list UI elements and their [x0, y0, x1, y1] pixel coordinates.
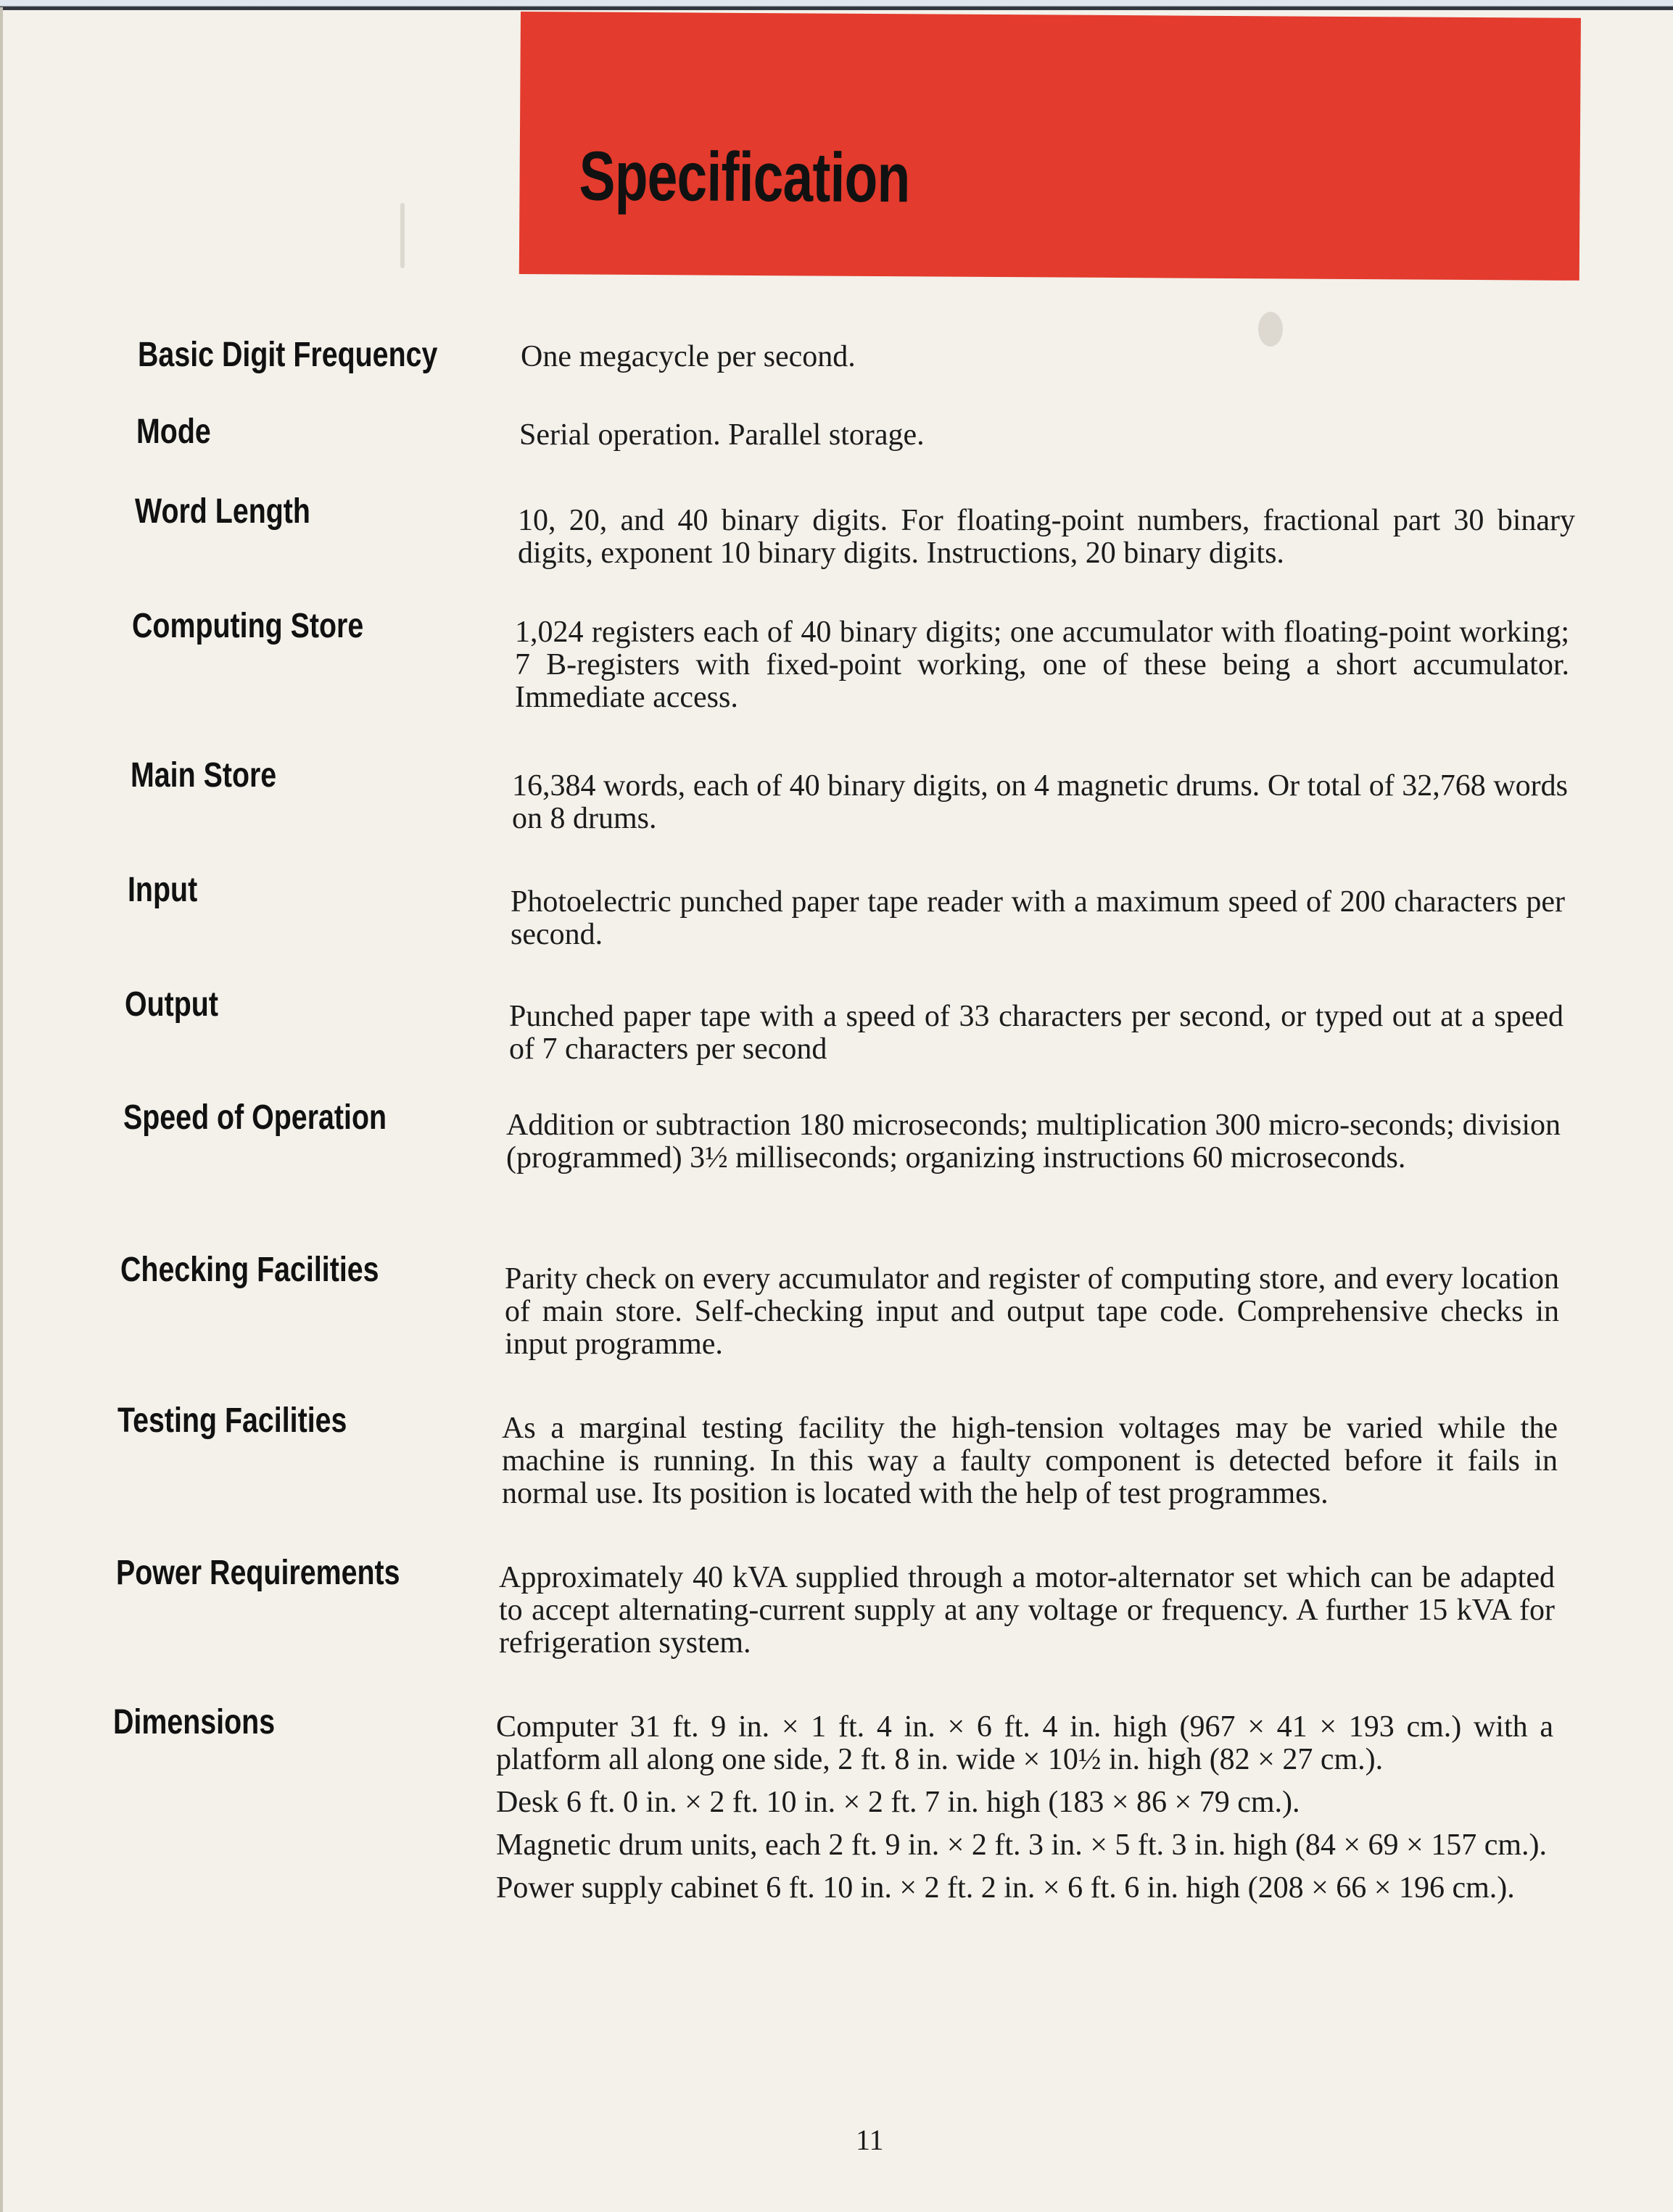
spec-label: Basic Digit Frequency	[138, 336, 438, 374]
spec-value-text: 16,384 words, each of 40 binary digits, on 4 magnetic drums. Or total of 32,768 words on 8 drums.	[512, 769, 1568, 835]
spec-label: Word Length	[135, 492, 310, 531]
spec-value-text: As a marginal testing facility the high-tension voltages may be varied while the machine is running. In this way a faulty component is detected before it fails in normal use. Its position is located with the help of test programmes.	[502, 1412, 1558, 1510]
spec-label: Checking Facilities	[120, 1251, 379, 1289]
page-top-edge	[0, 0, 1673, 10]
spec-value-text: Approximately 40 kVA supplied through a motor-alternator set which can be adapted to accept alternating-current supply at any voltage or frequency. A further 15 kVA for refrigeration system.	[499, 1561, 1555, 1660]
page-title: Specification	[579, 137, 910, 218]
spec-label: Testing Facilities	[117, 1401, 347, 1440]
spec-value-text: Punched paper tape with a speed of 33 characters per second, or typed out at a speed of 7 characters per second	[509, 1000, 1563, 1066]
spec-value	[515, 616, 1569, 724]
spec-value-drum-units: Magnetic drum units, each 2 ft. 9 in. × 2 ft. 3 in. × 5 ft. 3 in. high (84 × 69 × 157 cm.).	[496, 1828, 1548, 1862]
spec-value	[519, 419, 1591, 462]
spec-value-text: Parity check on every accumulator and register of computing store, and every location of main store. Self-checking input and output tape code. Comprehensive checks in input programme.	[505, 1262, 1559, 1361]
spec-value-text: One megacycle per second.	[521, 340, 856, 373]
spec-value	[499, 1562, 1555, 1670]
spec-value	[502, 1412, 1558, 1520]
spec-label: Speed of Operation	[123, 1098, 387, 1137]
spec-value-text: 1,024 registers each of 40 binary digits; one accumulator with floating-point working; 7 B-registers with fixed-point working, one of these being a short accumulator. Immediate access.	[515, 616, 1569, 714]
spec-label: Main Store	[131, 756, 277, 795]
spec-value-desk: Desk 6 ft. 0 in. × 2 ft. 10 in. × 2 ft. 7 in. high (183 × 86 × 79 cm.).	[496, 1786, 1300, 1819]
spec-value-text: Addition or subtraction 180 microseconds; multiplication 300 micro-seconds; division (programmed) 3½ milliseconds; organizing instructions 60 microseconds.	[506, 1109, 1561, 1175]
spec-label: Dimensions	[113, 1703, 276, 1741]
page-number: 11	[856, 2124, 884, 2156]
spec-label: Power Requirements	[116, 1554, 400, 1592]
title-banner	[519, 12, 1581, 281]
page-left-edge	[0, 7, 3, 2212]
spec-label: Mode	[136, 413, 211, 451]
spec-label: Input	[128, 871, 198, 909]
spec-value	[511, 886, 1565, 961]
spec-value	[506, 1109, 1561, 1185]
spec-value-text: Photoelectric punched paper tape reader with a maximum speed of 200 characters per second.	[511, 885, 1565, 951]
spec-label: Output	[125, 985, 218, 1024]
spec-value-computer: Computer 31 ft. 9 in. × 1 ft. 4 in. × 6 ft. 4 in. high (967 × 41 × 193 cm.) with a platform all along one side, 2 ft. 8 in. wide × 10½ in. high (82 × 27 cm.).	[496, 1710, 1553, 1776]
spec-label: Computing Store	[132, 607, 364, 645]
spec-value	[505, 1263, 1559, 1371]
scan-speck	[400, 203, 405, 268]
spec-value	[509, 1001, 1563, 1076]
spec-value	[518, 505, 1575, 580]
spec-value-power-cabinet: Power supply cabinet 6 ft. 10 in. × 2 ft. 2 in. × 6 ft. 6 in. high (208 × 66 × 196 cm.).	[496, 1871, 1515, 1905]
spec-value	[496, 1711, 1553, 1915]
spec-value	[512, 770, 1568, 845]
spec-value-text: 10, 20, and 40 binary digits. For floating-point numbers, fractional part 30 binary digits, exponent 10 binary digits. Instructions, 20 binary digits.	[518, 504, 1575, 570]
spec-value	[521, 341, 1593, 384]
spec-value-text: Serial operation. Parallel storage.	[519, 418, 925, 452]
